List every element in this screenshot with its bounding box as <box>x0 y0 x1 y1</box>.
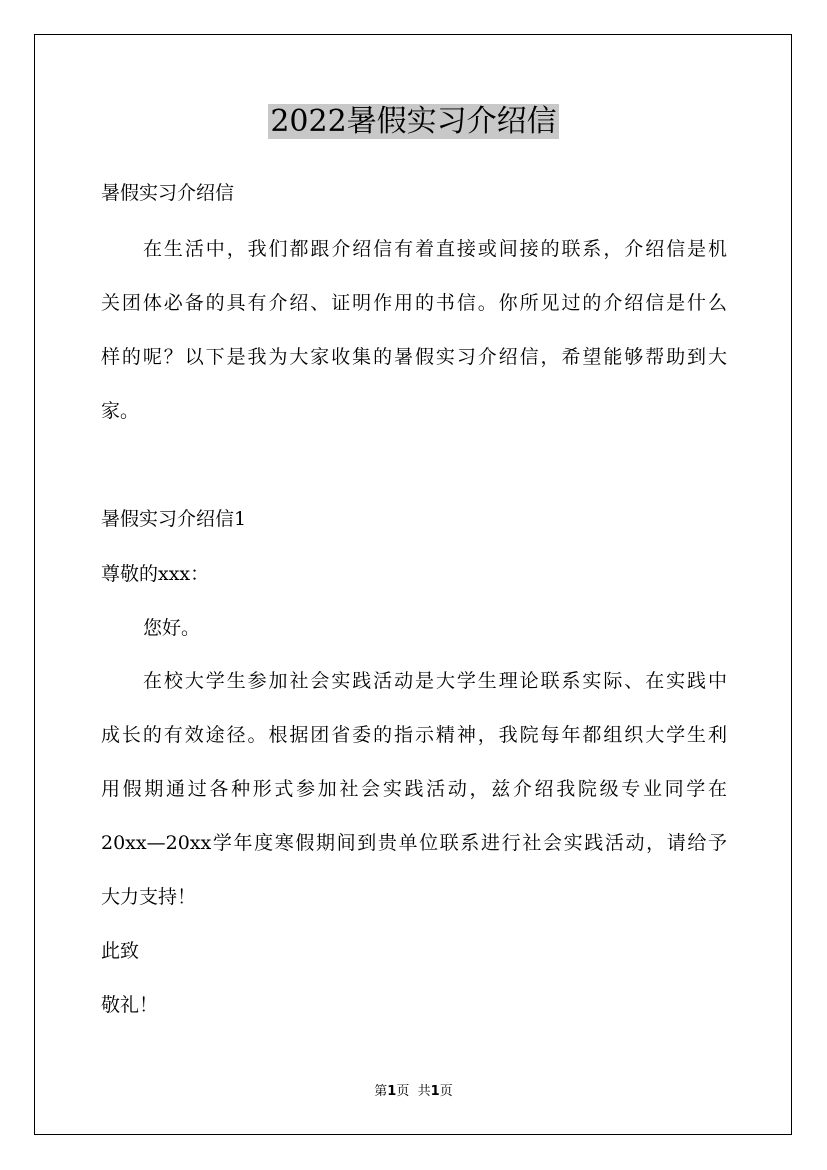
intro-line-3: 样的呢？以下是我为大家收集的暑假实习介绍信，希望能够帮助到大 <box>101 346 727 368</box>
footer-total-number: 1 <box>430 1084 440 1099</box>
body-line-5: 大力支持！ <box>101 886 197 908</box>
closing-line-1: 此致 <box>101 940 140 962</box>
body-line-3: 用假期通过各种形式参加社会实践活动，兹介绍我院级专业同学在 <box>101 778 727 800</box>
closing-line-2: 敬礼！ <box>101 994 159 1016</box>
body-line-2: 成长的有效途径。根据团省委的指示精神，我院每年都组织大学生利 <box>101 724 727 746</box>
body-line-4: 20xx—20xx学年度寒假期间到贵单位联系进行社会实践活动，请给予 <box>101 832 727 854</box>
salutation: 尊敬的xxx： <box>101 563 210 585</box>
page-footer <box>0 1083 827 1101</box>
greeting: 您好。 <box>143 617 201 639</box>
footer-page-prefix: 第 <box>374 1084 388 1099</box>
footer-page-number: 1 <box>387 1084 397 1099</box>
footer-total-suffix: 页 <box>439 1084 453 1099</box>
footer-page-suffix: 页 <box>396 1084 410 1099</box>
intro-line-1: 在生活中，我们都跟介绍信有着直接或间接的联系，介绍信是机 <box>143 238 727 260</box>
intro-line-4: 家。 <box>101 400 140 422</box>
footer-total-prefix: 共 <box>417 1084 431 1099</box>
document-title <box>0 100 827 144</box>
document-subtitle: 暑假实习介绍信 <box>101 182 235 204</box>
intro-line-2: 关团体必备的具有介绍、证明作用的书信。你所见过的介绍信是什么 <box>101 292 727 314</box>
body-line-1: 在校大学生参加社会实践活动是大学生理论联系实际、在实践中 <box>143 670 727 692</box>
letter-heading: 暑假实习介绍信1 <box>101 508 247 530</box>
document-title-text: 2022暑假实习介绍信 <box>270 104 557 139</box>
